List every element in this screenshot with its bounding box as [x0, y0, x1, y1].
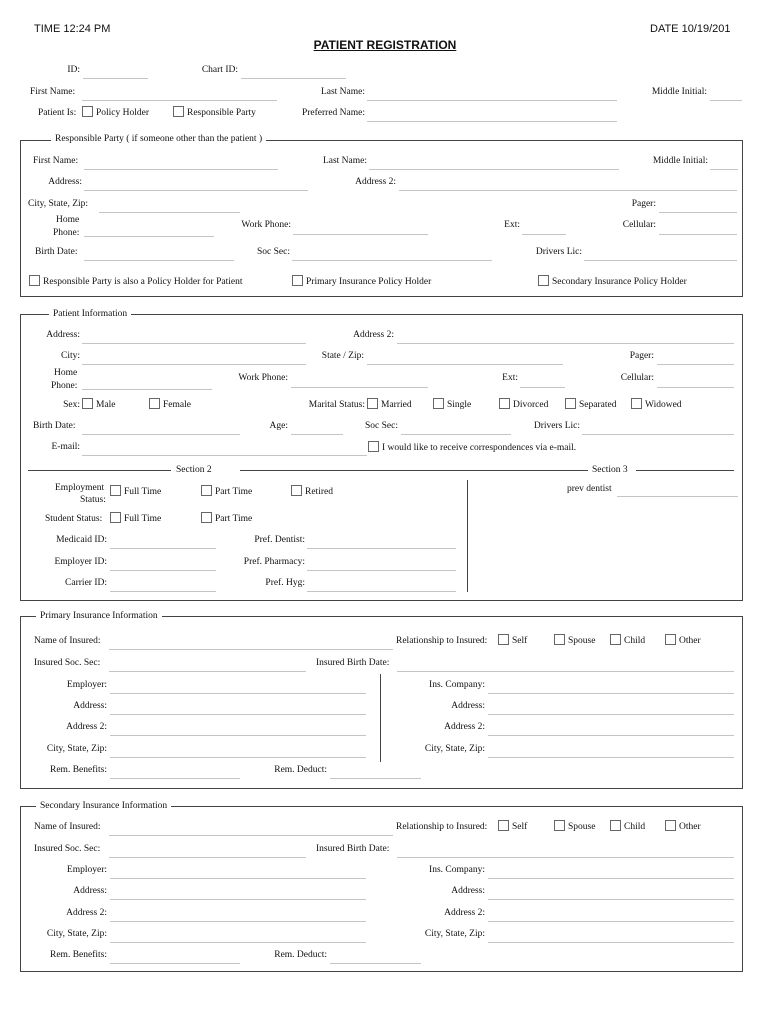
si-ins-company-field[interactable]	[488, 878, 734, 879]
si-address2-r-field[interactable]	[488, 921, 734, 922]
pi-rem-deduct-label: Rem. Deduct:	[274, 765, 327, 775]
si-self-checkbox[interactable]	[498, 820, 509, 831]
pi-rem-benefits-field[interactable]	[110, 778, 240, 779]
pt-student-part-time-label: Part Time	[215, 514, 253, 524]
rp-last-name-field[interactable]	[369, 169, 619, 170]
pi-employer-label: Employer:	[66, 680, 107, 690]
pref-dentist-label: Pref. Dentist:	[254, 535, 305, 545]
si-child-label: Child	[624, 822, 646, 832]
pt-sex-label: Sex:	[63, 400, 80, 410]
si-name-of-insured-label: Name of Insured:	[34, 822, 101, 832]
rp-secondary-holder-label: Secondary Insurance Policy Holder	[552, 277, 687, 287]
rp-address-label: Address:	[48, 177, 82, 187]
pt-single-checkbox[interactable]	[433, 398, 444, 409]
section3-heading: Section 3	[592, 465, 628, 475]
pt-birth-date-label: Birth Date:	[33, 421, 76, 431]
employer-id-label: Employer ID:	[54, 557, 107, 567]
medicaid-id-label: Medicaid ID:	[56, 535, 107, 545]
rp-pager-field[interactable]	[659, 212, 737, 213]
section2-rule-right	[240, 470, 588, 471]
rp-address2-field[interactable]	[399, 190, 737, 191]
pt-city-label: City:	[60, 351, 80, 361]
si-rem-deduct-field[interactable]	[330, 963, 421, 964]
carrier-id-field[interactable]	[110, 591, 216, 592]
rp-city-state-zip-field[interactable]	[99, 212, 240, 213]
rp-secondary-holder-checkbox[interactable]	[538, 275, 549, 286]
pi-employer-field[interactable]	[110, 693, 366, 694]
pt-age-label: Age:	[269, 421, 288, 431]
carrier-id-label: Carrier ID:	[65, 578, 107, 588]
rp-ext-field[interactable]	[522, 234, 566, 235]
pi-address-label: Address:	[73, 701, 107, 711]
pt-emp-full-time-checkbox[interactable]	[110, 485, 121, 496]
pt-married-checkbox[interactable]	[367, 398, 378, 409]
rp-work-phone-field[interactable]	[293, 234, 428, 235]
si-self-label: Self	[512, 822, 528, 832]
pi-child-label: Child	[624, 636, 646, 646]
rp-pager-label: Pager:	[631, 199, 656, 209]
pi-city-state-zip-r-field[interactable]	[488, 757, 734, 758]
pt-work-phone-label: Work Phone:	[238, 373, 288, 383]
patient-is-label: Patient Is:	[38, 108, 77, 118]
pt-student-full-time-label: Full Time	[124, 514, 162, 524]
pt-work-phone-field[interactable]	[291, 387, 428, 388]
pi-ins-company-field[interactable]	[488, 693, 734, 694]
rp-city-state-zip-label: City, State, Zip:	[28, 199, 89, 209]
si-city-state-zip-r-label: City, State, Zip:	[424, 929, 485, 939]
pi-city-state-zip-r-label: City, State, Zip:	[424, 744, 485, 754]
pi-insured-soc-sec-field[interactable]	[109, 671, 306, 672]
section-divider-vertical	[467, 480, 468, 592]
pi-name-of-insured-label: Name of Insured:	[34, 636, 101, 646]
first-name-label: First Name:	[30, 87, 76, 97]
si-city-state-zip-field[interactable]	[110, 942, 366, 943]
id-label: ID:	[67, 65, 80, 75]
rp-cellular-field[interactable]	[659, 234, 737, 235]
pref-hyg-field[interactable]	[307, 591, 456, 592]
pref-hyg-label: Pref. Hyg:	[265, 578, 305, 588]
pt-email-label: E-mail:	[51, 442, 80, 452]
si-ins-company-label: Ins. Company:	[429, 865, 485, 875]
section2-heading: Section 2	[176, 465, 212, 475]
si-address-label: Address:	[73, 886, 107, 896]
pt-age-field[interactable]	[291, 434, 343, 435]
rp-first-name-field[interactable]	[84, 169, 278, 170]
pi-insured-soc-sec-label: Insured Soc. Sec:	[34, 658, 101, 668]
si-address-field[interactable]	[110, 899, 366, 900]
pi-self-checkbox[interactable]	[498, 634, 509, 645]
si-child-checkbox[interactable]	[610, 820, 621, 831]
pi-self-label: Self	[512, 636, 528, 646]
pref-pharmacy-field[interactable]	[307, 570, 456, 571]
si-address2-field[interactable]	[110, 921, 366, 922]
pt-city-field[interactable]	[82, 364, 306, 365]
pt-home-phone-label-1: Home	[54, 368, 78, 378]
pref-dentist-field[interactable]	[307, 548, 456, 549]
pt-ext-label: Ext:	[502, 373, 518, 383]
pt-single-label: Single	[447, 400, 472, 410]
responsible-party-label: Responsible Party	[187, 108, 256, 118]
pt-cellular-label: Cellular:	[620, 373, 654, 383]
pref-pharmacy-label: Pref. Pharmacy:	[243, 557, 305, 567]
rp-birth-date-field[interactable]	[84, 260, 234, 261]
policy-holder-label: Policy Holder	[96, 108, 150, 118]
pt-home-phone-field[interactable]	[82, 389, 212, 390]
pt-home-phone-label-2: Phone:	[51, 381, 78, 391]
rp-ext-label: Ext:	[504, 220, 520, 230]
si-rem-benefits-label: Rem. Benefits:	[50, 950, 107, 960]
pi-other-label: Other	[679, 636, 701, 646]
date-stamp: DATE 10/19/201	[650, 23, 731, 35]
rp-home-phone-field[interactable]	[84, 236, 214, 237]
pi-spouse-label: Spouse	[568, 636, 596, 646]
si-employer-field[interactable]	[110, 878, 366, 879]
si-address2-r-label: Address 2:	[444, 908, 485, 918]
rp-address-field[interactable]	[84, 190, 308, 191]
pi-address2-r-label: Address 2:	[444, 722, 485, 732]
si-insured-soc-sec-label: Insured Soc. Sec:	[34, 844, 101, 854]
si-address-r-label: Address:	[451, 886, 485, 896]
employer-id-field[interactable]	[110, 570, 216, 571]
pt-state-zip-field[interactable]	[367, 364, 563, 365]
pi-city-state-zip-label: City, State, Zip:	[46, 744, 107, 754]
preferred-name-field[interactable]	[367, 121, 617, 122]
time-stamp: TIME 12:24 PM	[34, 23, 111, 35]
pt-student-status-label: Student Status:	[45, 514, 103, 524]
rp-primary-holder-checkbox[interactable]	[292, 275, 303, 286]
pt-drivers-lic-field[interactable]	[582, 434, 734, 435]
pt-student-full-time-checkbox[interactable]	[110, 512, 121, 523]
pt-address-label: Address:	[46, 330, 80, 340]
pi-address2-r-field[interactable]	[488, 735, 734, 736]
pt-employment-label-1: Employment	[55, 483, 105, 493]
primary-insurance-legend: Primary Insurance Information	[36, 611, 162, 621]
pi-relationship-label: Relationship to Insured:	[396, 636, 488, 646]
si-spouse-label: Spouse	[568, 822, 596, 832]
section3-rule-right	[636, 470, 734, 471]
responsible-party-legend: Responsible Party ( if someone other than the patient )	[51, 134, 266, 144]
si-rem-benefits-field[interactable]	[110, 963, 240, 964]
pt-divorced-checkbox[interactable]	[499, 398, 510, 409]
pt-female-label: Female	[163, 400, 191, 410]
rp-policy-holder-label: Responsible Party is also a Policy Holder for Patient	[43, 277, 243, 287]
pt-student-part-time-checkbox[interactable]	[201, 512, 212, 523]
pt-marital-status-label: Marital Status:	[308, 400, 365, 410]
pt-widowed-label: Widowed	[645, 400, 682, 410]
pi-insured-birth-date-field[interactable]	[397, 671, 734, 672]
pt-soc-sec-label: Soc Sec:	[365, 421, 398, 431]
last-name-field[interactable]	[367, 100, 617, 101]
pt-separated-checkbox[interactable]	[565, 398, 576, 409]
pt-widowed-checkbox[interactable]	[631, 398, 642, 409]
rp-drivers-lic-field[interactable]	[584, 260, 737, 261]
pi-address-r-label: Address:	[451, 701, 485, 711]
si-spouse-checkbox[interactable]	[554, 820, 565, 831]
pt-drivers-lic-label: Drivers Lic:	[533, 421, 580, 431]
pt-pager-label: Pager:	[629, 351, 654, 361]
rp-home-phone-label-1: Home	[56, 215, 80, 225]
pt-email-field[interactable]	[82, 455, 367, 456]
pi-insured-birth-date-label: Insured Birth Date:	[316, 658, 390, 668]
pi-child-checkbox[interactable]	[610, 634, 621, 645]
si-city-state-zip-r-field[interactable]	[488, 942, 734, 943]
rp-soc-sec-field[interactable]	[292, 260, 492, 261]
pt-emp-retired-label: Retired	[305, 487, 333, 497]
rp-address2-label: Address 2:	[355, 177, 396, 187]
si-other-checkbox[interactable]	[665, 820, 676, 831]
pt-male-checkbox[interactable]	[82, 398, 93, 409]
pt-married-label: Married	[381, 400, 412, 410]
pi-name-of-insured-field[interactable]	[109, 649, 393, 650]
chart-id-label: Chart ID:	[201, 65, 238, 75]
pt-address-field[interactable]	[82, 343, 306, 344]
pt-emp-full-time-label: Full Time	[124, 487, 162, 497]
si-insured-birth-date-label: Insured Birth Date:	[316, 844, 390, 854]
pi-address-r-field[interactable]	[488, 714, 734, 715]
responsible-party-checkbox[interactable]	[173, 106, 184, 117]
prev-dentist-label: prev dentist	[567, 484, 612, 494]
rp-middle-initial-label: Middle Initial:	[652, 156, 708, 166]
patient-information-legend: Patient Information	[49, 309, 131, 319]
pi-spouse-checkbox[interactable]	[554, 634, 565, 645]
pt-emp-retired-checkbox[interactable]	[291, 485, 302, 496]
rp-cellular-label: Cellular:	[622, 220, 656, 230]
pt-ext-field[interactable]	[520, 387, 565, 388]
pi-address2-label: Address 2:	[66, 722, 107, 732]
pt-birth-date-field[interactable]	[82, 434, 240, 435]
pt-female-checkbox[interactable]	[149, 398, 160, 409]
id-field[interactable]	[83, 78, 148, 79]
pt-employment-label-2: Status:	[80, 495, 106, 505]
rp-last-name-label: Last Name:	[322, 156, 367, 166]
section2-rule-left	[28, 470, 171, 471]
si-insured-soc-sec-field[interactable]	[109, 857, 306, 858]
pt-emp-part-time-checkbox[interactable]	[201, 485, 212, 496]
pt-cellular-field[interactable]	[657, 387, 734, 388]
secondary-insurance-legend: Secondary Insurance Information	[36, 801, 171, 811]
pi-city-state-zip-field[interactable]	[110, 757, 366, 758]
pi-other-checkbox[interactable]	[665, 634, 676, 645]
si-rem-deduct-label: Rem. Deduct:	[274, 950, 327, 960]
prev-dentist-field[interactable]	[617, 496, 738, 497]
rp-first-name-label: First Name:	[33, 156, 79, 166]
pt-state-zip-label: State / Zip:	[321, 351, 364, 361]
si-address-r-field[interactable]	[488, 899, 734, 900]
page-title: PATIENT REGISTRATION	[313, 38, 457, 52]
pi-address2-field[interactable]	[110, 735, 366, 736]
si-insured-birth-date-field[interactable]	[397, 857, 734, 858]
pi-rem-deduct-field[interactable]	[330, 778, 421, 779]
preferred-name-label: Preferred Name:	[301, 108, 365, 118]
si-address2-label: Address 2:	[66, 908, 107, 918]
si-relationship-label: Relationship to Insured:	[396, 822, 488, 832]
pi-address-field[interactable]	[110, 714, 366, 715]
chart-id-field[interactable]	[241, 78, 346, 79]
rp-birth-date-label: Birth Date:	[35, 247, 78, 257]
middle-initial-label: Middle Initial:	[651, 87, 707, 97]
pt-address2-field[interactable]	[397, 343, 734, 344]
pt-male-label: Male	[96, 400, 116, 410]
rp-home-phone-label-2: Phone:	[53, 228, 80, 238]
pt-emp-part-time-label: Part Time	[215, 487, 253, 497]
policy-holder-checkbox[interactable]	[82, 106, 93, 117]
si-name-of-insured-field[interactable]	[109, 835, 393, 836]
pi-divider-vertical	[380, 674, 381, 762]
rp-policy-holder-checkbox[interactable]	[29, 275, 40, 286]
pt-address2-label: Address 2:	[353, 330, 394, 340]
rp-work-phone-label: Work Phone:	[241, 220, 291, 230]
last-name-label: Last Name:	[320, 87, 365, 97]
pt-divorced-label: Divorced	[513, 400, 549, 410]
pt-pager-field[interactable]	[657, 364, 734, 365]
pi-rem-benefits-label: Rem. Benefits:	[50, 765, 107, 775]
si-other-label: Other	[679, 822, 701, 832]
pt-separated-label: Separated	[579, 400, 617, 410]
rp-drivers-lic-label: Drivers Lic:	[535, 247, 582, 257]
si-city-state-zip-label: City, State, Zip:	[46, 929, 107, 939]
first-name-field[interactable]	[82, 100, 277, 101]
rp-primary-holder-label: Primary Insurance Policy Holder	[306, 277, 432, 287]
pt-soc-sec-field[interactable]	[401, 434, 511, 435]
pt-email-opt-checkbox[interactable]	[368, 441, 379, 452]
middle-initial-field[interactable]	[710, 100, 742, 101]
si-employer-label: Employer:	[66, 865, 107, 875]
pt-email-opt-label: I would like to receive correspondences via e-mail.	[382, 443, 577, 453]
rp-soc-sec-label: Soc Sec:	[257, 247, 290, 257]
medicaid-id-field[interactable]	[110, 548, 216, 549]
pi-ins-company-label: Ins. Company:	[429, 680, 485, 690]
rp-middle-initial-field[interactable]	[710, 169, 738, 170]
